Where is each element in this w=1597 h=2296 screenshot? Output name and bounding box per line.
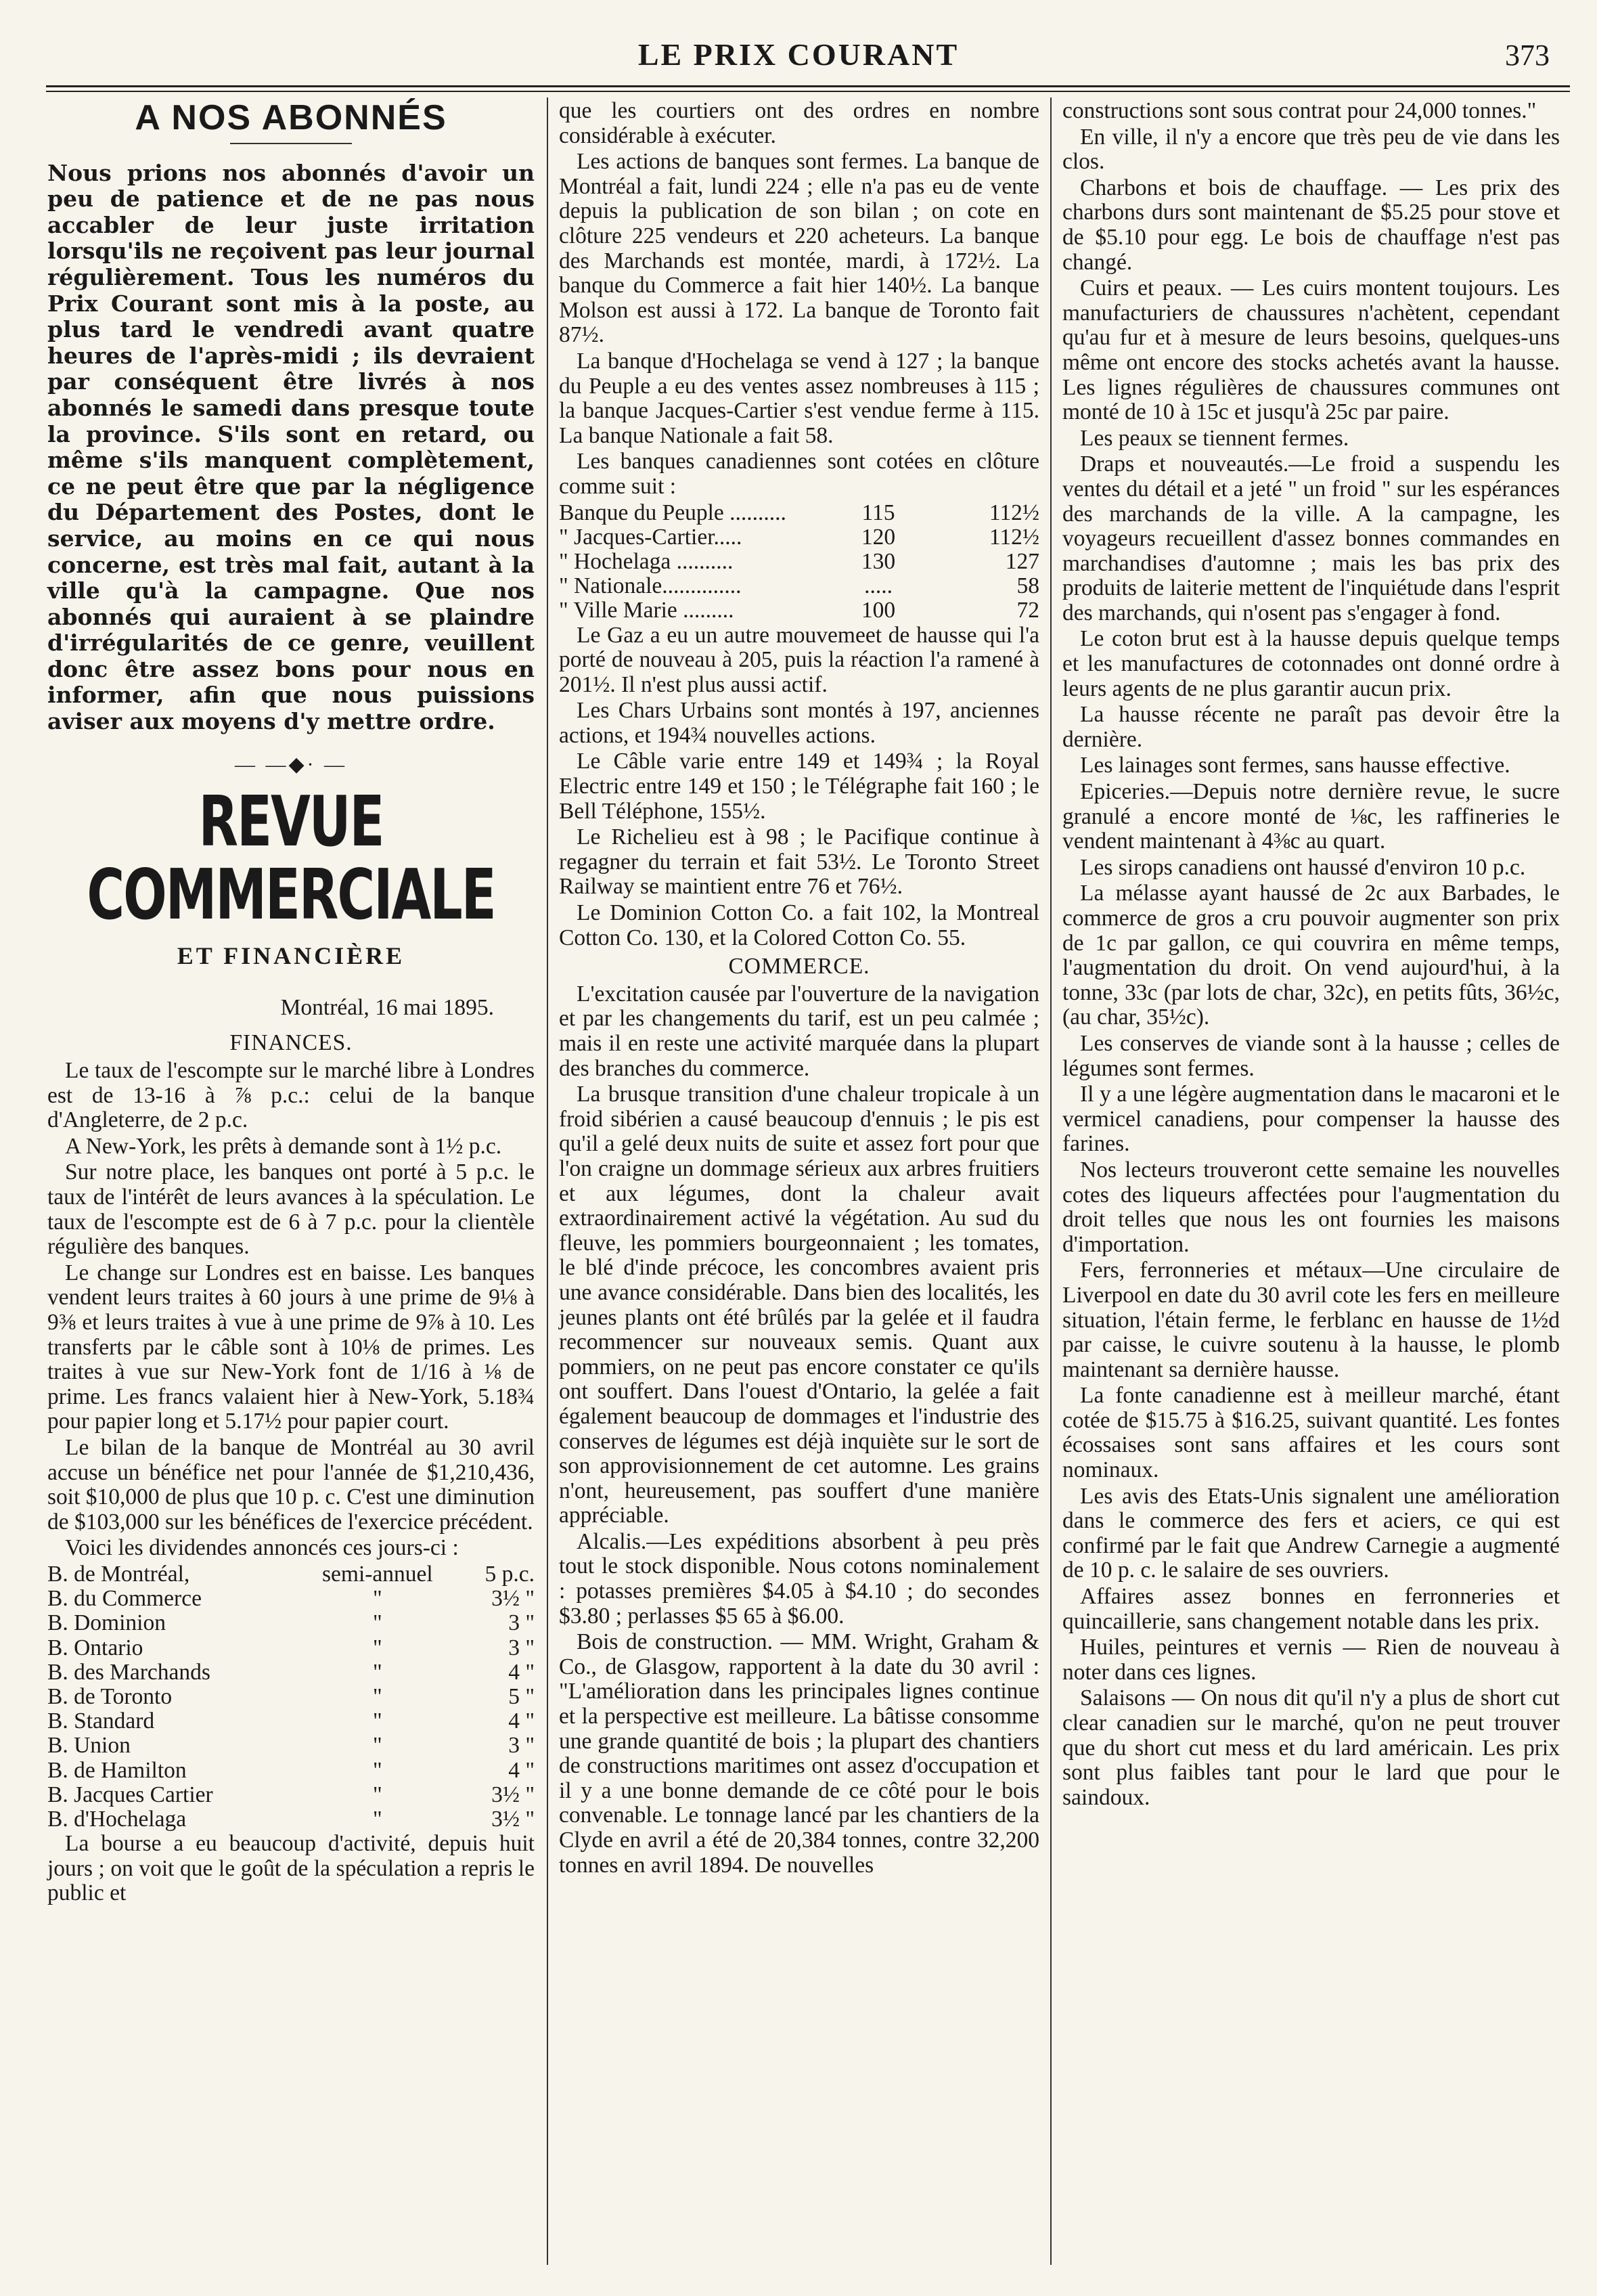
column-2 — [559, 99, 1039, 1879]
article-paragraph: La banque d'Hochelaga se vend à 127 ; la banque du Peuple a eu des ventes assez nombreuses à 115 ; la banque Jacques-Cartier s'est vendue ferme à 115. La banque Nationale a fait 58. — [559, 348, 1039, 448]
article-paragraph: Voici les dividendes annoncés ces jours-ci : — [65, 1535, 459, 1561]
dividend-row — [47, 1783, 535, 1807]
quote-buyer: 112½ — [989, 500, 1039, 525]
dividend-bank: B. de Toronto — [47, 1683, 173, 1709]
quote-bank-name: " Jacques-Cartier..... — [559, 524, 742, 550]
quote-seller: 120 — [861, 524, 896, 550]
article-paragraph: La bourse a eu beaucoup d'activité, depuis huit jours ; on voit que le goût de la spéculation a repris le public et — [47, 1831, 535, 1906]
dividend-rate: 3½ " — [491, 1806, 535, 1832]
dividend-row — [47, 1611, 535, 1635]
quote-row — [559, 574, 1039, 598]
quote-row — [559, 598, 1039, 623]
dividend-row — [47, 1685, 535, 1709]
dividend-rate: 3½ " — [491, 1782, 535, 1807]
quote-seller: 115 — [861, 500, 895, 525]
dividends-table — [47, 1562, 535, 1832]
quote-seller: 130 — [861, 548, 896, 574]
dividend-period: " — [373, 1782, 382, 1807]
article-paragraph: Alcalis.—Les expéditions absorbent à peu près tout le stock disponible. Nous cotons nominalement : potasses premières $4.05 à $4.10 ; do secondes $3.80 ; perlasses $5 65 à $6.00. — [559, 1528, 1039, 1629]
dividend-row — [47, 1562, 535, 1587]
article-paragraph: Le bilan de la banque de Montréal au 30 avril accuse un bénéfice net pour l'année de $1,210,436, soit $10,000 de plus que 10 p. c. C'est une diminution de $103,000 sur les bénéfices de l'exercice précédent. — [47, 1434, 535, 1535]
notice-heading: A NOS ABONNÉS — [135, 98, 447, 137]
dividend-rate: 5 " — [508, 1683, 535, 1709]
article-paragraph: La brusque transition d'une chaleur tropicale à un froid sibérien a causé beaucoup d'ennuis ; le pis est qu'il a gelé deux nuits de suite et assez fort pour que l'on craigne un dommage sérieux aux arbres fruitiers et aux légumes, dont la chaleur avait extraordinairement activé la végétation. Au sud du fleuve, les pommiers bourgeonnaient ; les tomates, le blé d'inde précoce, les concombres avaient pris une avance considérable. Dans bien des localités, les jeunes plants ont été brûlés par la gelée et il faudra recommencer sur nouveaux semis. Quant aux pommiers, on ne peut pas encore constater ce qu'ils ont souffert. Dans l'ouest d'Ontario, la gelée a fait également beaucoup de dommages et l'industrie des conserves de légumes est déjà inquiète sur le sort de son approvisionnement de cet automne. Les grains n'ont, heureusement, pas souffert d'une manière appréciable. — [559, 1082, 1039, 1528]
article-paragraph: Affaires assez bonnes en ferronneries et quincaillerie, sans changement notable dans les prix. — [1062, 1584, 1560, 1634]
article-paragraph: Charbons et bois de chauffage. — Les prix des charbons durs sont maintenant de $5.25 pour stove et de $5.10 pour egg. Le bois de chauffage n'est pas changé. — [1062, 175, 1560, 275]
article-paragraph: Sur notre place, les banques ont porté à 5 p.c. le taux de l'intérêt de leurs avances à la spéculation. Le taux de l'escompte est de 6 à 7 p.c. pour la clientèle régulière des banques. — [47, 1160, 535, 1260]
article-paragraph: Le Dominion Cotton Co. a fait 102, la Montreal Cotton Co. 130, et la Colored Cotton Co. 55. — [559, 900, 1039, 950]
dividend-row — [47, 1709, 535, 1734]
article-paragraph: Les avis des Etats-Unis signalent une amélioration dans le commerce des fers et aciers, ce qui est confirmé par le fait que Andrew Carnegie a augmenté de 10 p. c. le salaire de ses ouvriers. — [1062, 1483, 1560, 1583]
ornament-divider: — —◆· — — [234, 753, 348, 776]
article-paragraph: L'excitation causée par l'ouverture de la navigation et par les changements du tarif, est un peu calmée ; mais il en reste une activité marquée dans la plupart des branches du commerce. — [559, 981, 1039, 1081]
dividend-bank: B. Ontario — [47, 1635, 143, 1660]
dividend-rate: 3 " — [508, 1635, 535, 1660]
dividend-bank: B. Standard — [47, 1708, 155, 1734]
article-paragraph: A New-York, les prêts à demande sont à 1½ p.c. — [65, 1133, 502, 1159]
quote-buyer: 72 — [1016, 598, 1039, 623]
article-paragraph: Le Câble varie entre 149 et 149¾ ; la Royal Electric entre 149 et 150 ; le Télégraphe fait 160 ; le Bell Téléphone, 155½. — [559, 749, 1039, 824]
article-paragraph: Le taux de l'escompte sur le marché libre à Londres est de 13-16 à ⅞ p.c.: celui de la banque d'Angleterre, de 2 p.c. — [47, 1058, 535, 1133]
dividend-bank: B. Union — [47, 1733, 131, 1759]
dividend-bank: B. du Commerce — [47, 1586, 202, 1612]
dividend-period: " — [373, 1683, 382, 1709]
article-paragraph: Huiles, peintures et vernis — Rien de nouveau à noter dans ces lignes. — [1062, 1635, 1560, 1685]
page-header — [27, 24, 1570, 79]
article-paragraph: Les peaux se tiennent fermes. — [1080, 425, 1349, 451]
article-paragraph: La fonte canadienne est à meilleur marché, étant cotée de $15.75 à $16.25, suivant quantité. Les fontes écossaises sont sans affaires et les cours sont nominaux. — [1062, 1383, 1560, 1483]
article-paragraph: Le change sur Londres est en baisse. Les banques vendent leurs traites à 60 jours à une prime de 9⅛ à 9⅜ et leurs traites à vue à une prime de 9⅞ à 10. Les transferts par le câble sont à 10⅛ de primes. Les traites à vue sur New-York font de 1/16 à ⅛ de prime. Les francs valaient hier à New-York, 5.18¾ pour papier long et 5.17½ pour papier court. — [47, 1260, 535, 1434]
header-rule-inner — [46, 91, 1570, 92]
dividend-bank: B. d'Hochelaga — [47, 1806, 187, 1832]
quote-buyer: 58 — [1016, 573, 1039, 599]
article-paragraph: Nos lecteurs trouveront cette semaine les nouvelles cotes des liqueurs affectées pour l'augmentation du droit telles que nous les ont fournies les maisons d'importation. — [1062, 1157, 1560, 1257]
article-paragraph: Les banques canadiennes sont cotées en clôture comme suit : — [559, 449, 1039, 499]
dividend-bank: B. des Marchands — [47, 1659, 210, 1685]
quote-bank-name: " Ville Marie ......... — [559, 598, 734, 623]
quote-buyer: 127 — [1005, 548, 1039, 574]
newspaper-page — [27, 24, 1570, 2272]
dividend-period: " — [373, 1586, 382, 1612]
dividend-rate: 3 " — [508, 1733, 535, 1759]
dividend-period: semi-annuel — [321, 1561, 433, 1587]
quote-bank-name: " Nationale.............. — [559, 573, 742, 599]
quote-seller: ..... — [864, 573, 893, 599]
dividend-row — [47, 1660, 535, 1685]
article-paragraph: Les conserves de viande sont à la hausse ; celles de légumes sont fermes. — [1062, 1030, 1560, 1081]
dateline: Montréal, 16 mai 1895. — [280, 994, 494, 1020]
page-number: 373 — [1505, 39, 1550, 72]
column-3 — [1062, 99, 1560, 1811]
quote-row — [559, 550, 1039, 574]
dividend-period: " — [373, 1635, 382, 1660]
dividend-row — [47, 1587, 535, 1611]
bank-quotes-table — [559, 501, 1039, 623]
dividend-period: " — [373, 1610, 382, 1636]
dividend-bank: B. de Montréal, — [47, 1561, 190, 1587]
dividend-period: " — [373, 1757, 382, 1783]
article-paragraph: Le Gaz a eu un autre mouvemeet de hausse qui l'a porté de nouveau à 205, puis la réaction l'a ramené à 201½. Il n'est plus aussi actif. — [559, 622, 1039, 697]
dividend-row — [47, 1636, 535, 1660]
dividend-rate: 3 " — [508, 1610, 535, 1636]
quote-buyer: 112½ — [989, 524, 1039, 550]
quote-row — [559, 525, 1039, 550]
article-paragraph: Les actions de banques sont fermes. La banque de Montréal a fait, lundi 224 ; elle n'a pas eu de vente depuis la publication de son bilan ; on cote en clôture 225 vendeurs et 220 acheteurs. La banque des Marchands est montée, mardi, à 172½. La banque du Commerce a fait hier 140½. La banque Molson est aussi à 172. La banque de Toronto fait 87½. — [559, 149, 1039, 348]
dividend-rate: 3½ " — [491, 1586, 535, 1612]
revue-heading: REVUE COMMERCIALE — [87, 780, 495, 935]
article-paragraph: Le Richelieu est à 98 ; le Pacifique continue à regagner du terrain et fait 53½. Le Toronto Street Railway se maintient entre 76 et 76½. — [559, 824, 1039, 900]
section-heading-commerce: COMMERCE. — [728, 954, 870, 979]
dividend-row — [47, 1807, 535, 1832]
notice-text: Nous prions nos abonnés d'avoir un peu de patience et de ne pas nous accabler de leur juste irritation lorsqu'ils ne reçoivent pas leur journal régulièrement. Tous les numéros du Prix Courant sont mis à la poste, au plus tard le vendredi avant quatre heures de l'après-midi ; ils devraient par conséquent être livrés à nos abonnés le samedi dans presque toute la province. S'ils sont en retard, ou même s'ils manquent complètement, ce ne peut être que par la négligence du Département des Postes, dont le service, au moins en ce qui nous concerne, est très mal fait, autant à la ville qu'à la campagne. Que nos abonnés qui auraient à se plaindre d'irrégularités de ce genre, veuillent donc être assez bons pour nous en informer, afin que nous puissions aviser aux moyens d'y mettre ordre. — [47, 159, 535, 735]
dividend-period: " — [373, 1733, 382, 1759]
dividend-row — [47, 1734, 535, 1758]
article-paragraph: Les lainages sont fermes, sans hausse effective. — [1080, 753, 1510, 778]
column-divider — [1050, 97, 1052, 2265]
article-paragraph: Les sirops canadiens ont haussé d'environ 10 p.c. — [1080, 854, 1526, 880]
dividend-period: " — [373, 1806, 382, 1832]
revue-subheading: ET FINANCIÈRE — [177, 942, 405, 970]
dividend-rate: 4 " — [508, 1708, 535, 1734]
article-paragraph: Les Chars Urbains sont montés à 197, anciennes actions, et 194¾ nouvelles actions. — [559, 698, 1039, 748]
dividend-rate: 4 " — [508, 1659, 535, 1685]
dividend-period: " — [373, 1708, 382, 1734]
dividend-bank: B. Dominion — [47, 1610, 166, 1636]
article-paragraph: La mélasse ayant haussé de 2c aux Barbades, le commerce de gros a cru pouvoir augmenter son prix de 1c par gallon, ce qui couvrira en même temps, l'augmentation du droit. On vend aujourd'hui, à la tonne, 33c (par lots de char, 32c), en petits fûts, 36½c, (au char, 35½c). — [1062, 881, 1560, 1030]
header-rule — [46, 85, 1570, 87]
dividend-row — [47, 1759, 535, 1783]
article-paragraph: Cuirs et peaux. — Les cuirs montent toujours. Les manufacturiers de chaussures n'achètent, cependant qu'au fur et à mesure de leurs besoins, quelques-uns même ont encore des stocks achetés avant la hausse. Les lignes régulières de chaussures communes ont monté de 10 à 15c et jusqu'à 25c par paire. — [1062, 275, 1560, 425]
short-rule — [230, 143, 352, 144]
article-paragraph: que les courtiers ont des ordres en nombre considérable à exécuter. — [559, 98, 1039, 148]
article-paragraph: Il y a une légère augmentation dans le macaroni et le vermicel canadiens, pour compenser la hausse des farines. — [1062, 1082, 1560, 1157]
article-paragraph: Salaisons — On nous dit qu'il n'y a plus de short cut clear canadien sur le marché, qu'on ne peut trouver que du short cut mess et du lard américain. Les prix sont plus faibles tant pour le lard que pour le saindoux. — [1062, 1685, 1560, 1810]
article-paragraph: Draps et nouveautés.—Le froid a suspendu les ventes du détail et a jeté " un froid " sur les espérances des marchands de la ville. A la campagne, les voyageurs recueillent d'assez bonnes commandes en marchandises d'automne ; mais les bas prix des produits de laiterie mettent de l'inquiétude dans l'esprit des marchands, qui n'osent pas s'engager à fond. — [1062, 451, 1560, 625]
journal-title: LE PRIX COURANT — [637, 37, 960, 72]
dividend-bank: B. Jacques Cartier — [47, 1782, 213, 1807]
quote-bank-name: " Hochelaga .......... — [559, 548, 734, 574]
quote-seller: 100 — [861, 598, 896, 623]
article-paragraph: En ville, il n'y a encore que très peu de vie dans les clos. — [1062, 124, 1560, 175]
section-heading-finances: FINANCES. — [229, 1030, 353, 1056]
dividend-period: " — [373, 1659, 382, 1685]
column-divider — [547, 97, 548, 2265]
article-paragraph: constructions sont sous contrat pour 24,000 tonnes." — [1062, 98, 1537, 123]
article-paragraph: Fers, ferronneries et métaux—Une circulaire de Liverpool en date du 30 avril cote les fers en meilleure situation, l'étain ferme, le ferblanc en hausse de 1½d par caisse, le cuivre soutenu à la hausse, le plomb maintenant sa dernière hausse. — [1062, 1258, 1560, 1382]
article-paragraph: La hausse récente ne paraît pas devoir être la dernière. — [1062, 702, 1560, 752]
dividend-rate: 4 " — [508, 1757, 535, 1783]
dividend-rate: 5 p.c. — [485, 1561, 535, 1587]
article-paragraph: Bois de construction. — MM. Wright, Graham & Co., de Glasgow, rapportent à la date du 30 avril : "L'amélioration dans les principales lignes continue et la perspective est meilleure. La bâtisse consomme une grande quantité de bois ; la plupart des chantiers de constructions maritimes ont assez d'occupation et il y a une bonne demande de ce côté pour le bois convenable. Le tonnage lancé par les chantiers de la Clyde en avril a été de 20,384 tonnes, contre 32,200 tonnes en avril 1894. De nouvelles — [559, 1629, 1039, 1878]
article-paragraph: Epiceries.—Depuis notre dernière revue, le sucre granulé a encore monté de ⅛c, les raffineries le vendent maintenant à 4⅜c au quart. — [1062, 779, 1560, 854]
quote-bank-name: Banque du Peuple .......... — [559, 500, 786, 525]
column-1 — [47, 99, 535, 1907]
quote-row — [559, 501, 1039, 525]
dividend-bank: B. de Hamilton — [47, 1757, 187, 1783]
article-paragraph: Le coton brut est à la hausse depuis quelque temps et les manufactures de cotonnades ont donné ordre à leurs agents de ne plus garantir aucun prix. — [1062, 626, 1560, 701]
